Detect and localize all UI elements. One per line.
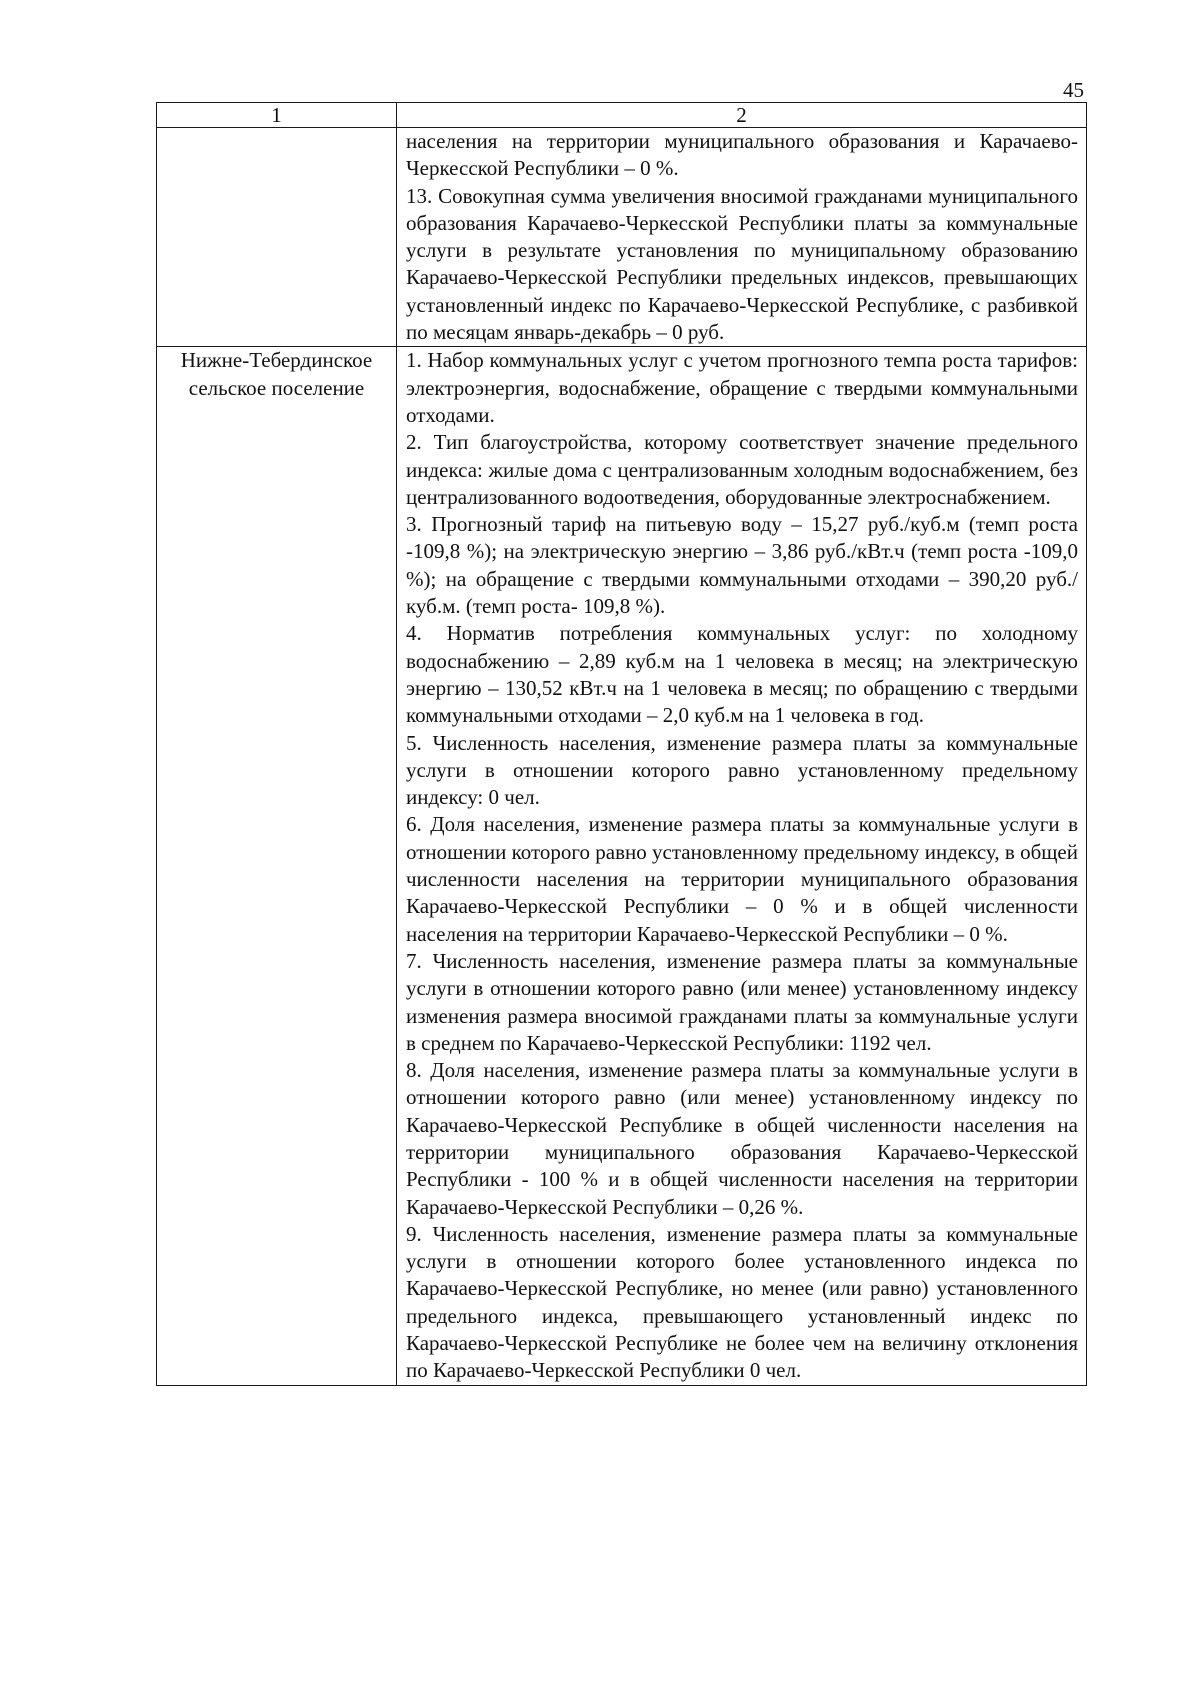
column-header-1: 1 bbox=[157, 103, 397, 128]
paragraph-8: 8. Доля населения, изменение размера платы за коммунальные услуги в отношении которого равно (или менее) установленному индексу по Карачаево-Черкесской Республике в общей численности населения на территории муниципального образования Карачаево-Черкесской Республики - 100 % и в общей численности населения на территории Карачаево-Черкесской Республики – 0,26 %. bbox=[406, 1058, 1078, 1219]
municipality-name: Нижне-Тебердинское сельское поселение bbox=[157, 347, 397, 1385]
paragraph-7: 7. Численность населения, изменение размера платы за коммунальные услуги в отношении которого равно (или менее) установленному индексу изменения размера вносимой гражданами платы за коммунальные услуги в среднем по Карачаево-Черкесской Республики: 1192 чел. bbox=[406, 948, 1078, 1055]
paragraph-continuation: населения на территории муниципального образования и Карачаево-Черкесской Республики – 0 %. bbox=[406, 129, 1078, 181]
paragraph-6: 6. Доля населения, изменение размера платы за коммунальные услуги в отношении которого равно установленному предельному индексу, в общей численности населения на территории муниципального образования Карачаево-Черкесской Республики – 0 % и в общей численности населения на территории Карачаево-Черкесской Республики – 0 %. bbox=[406, 812, 1078, 946]
paragraph-9: 9. Численность населения, изменение размера платы за коммунальные услуги в отношении которого более установленного индекса по Карачаево-Черкесской Республике, но менее (или равно) установленного предельного индекса, превышающего установленный индекс по Карачаево-Черкесской Республике не более чем на величину отклонения по Карачаево-Черкесской Республики 0 чел. bbox=[406, 1221, 1078, 1383]
page-number: 45 bbox=[1063, 78, 1084, 102]
column-header-2: 2 bbox=[397, 103, 1087, 128]
paragraph-4: 4. Норматив потребления коммунальных услуг: по холодному водоснабжению – 2,89 куб.м на 1 человека в месяц; на электрическую энергию – 130,52 кВт.ч на 1 человека в месяц; по обращению с твердыми коммунальными отходами – 2,0 куб.м на 1 человека в год. bbox=[406, 621, 1078, 728]
municipality-cell-continuation bbox=[157, 128, 397, 347]
description-cell-continuation bbox=[397, 128, 1087, 347]
paragraph-1: 1. Набор коммунальных услуг с учетом прогнозного темпа роста тарифов: электроэнергия, водоснабжение, обращение с твердыми коммунальными отходами. bbox=[406, 348, 1078, 427]
table-row-nizhne-teberdinskoe bbox=[157, 347, 1087, 1385]
table-row-continuation bbox=[157, 128, 1087, 347]
paragraph-3: 3. Прогнозный тариф на питьевую воду – 15,27 руб./куб.м (темп роста -109,8 %); на электрическую энергию – 3,86 руб./кВт.ч (темп роста -109,0 %); на обращение с твердыми коммунальными отходами – 390,20 руб./куб.м. (темп роста- 109,8 %). bbox=[406, 512, 1078, 619]
paragraph-2: 2. Тип благоустройства, которому соответствует значение предельного индекса: жилые дома с централизованным холодным водоснабжением, без централизованного водоотведения, оборудованные электроснабжением. bbox=[406, 430, 1078, 509]
description-cell bbox=[397, 347, 1087, 1385]
paragraph-13: 13. Совокупная сумма увеличения вносимой гражданами муниципального образования Карачаево-Черкесской Республики платы за коммунальные услуги в результате установления по муниципальному образованию Карачаево-Черкесской Республики предельных индексов, превышающих установленный индекс по Карачаево-Черкесской Республике, с разбивкой по месяцам январь-декабрь – 0 руб. bbox=[406, 183, 1078, 345]
paragraph-5: 5. Численность населения, изменение размера платы за коммунальные услуги в отношении которого равно установленному предельному индексу: 0 чел. bbox=[406, 730, 1078, 810]
document-table bbox=[156, 102, 1087, 1386]
table-header-row bbox=[157, 103, 1087, 128]
